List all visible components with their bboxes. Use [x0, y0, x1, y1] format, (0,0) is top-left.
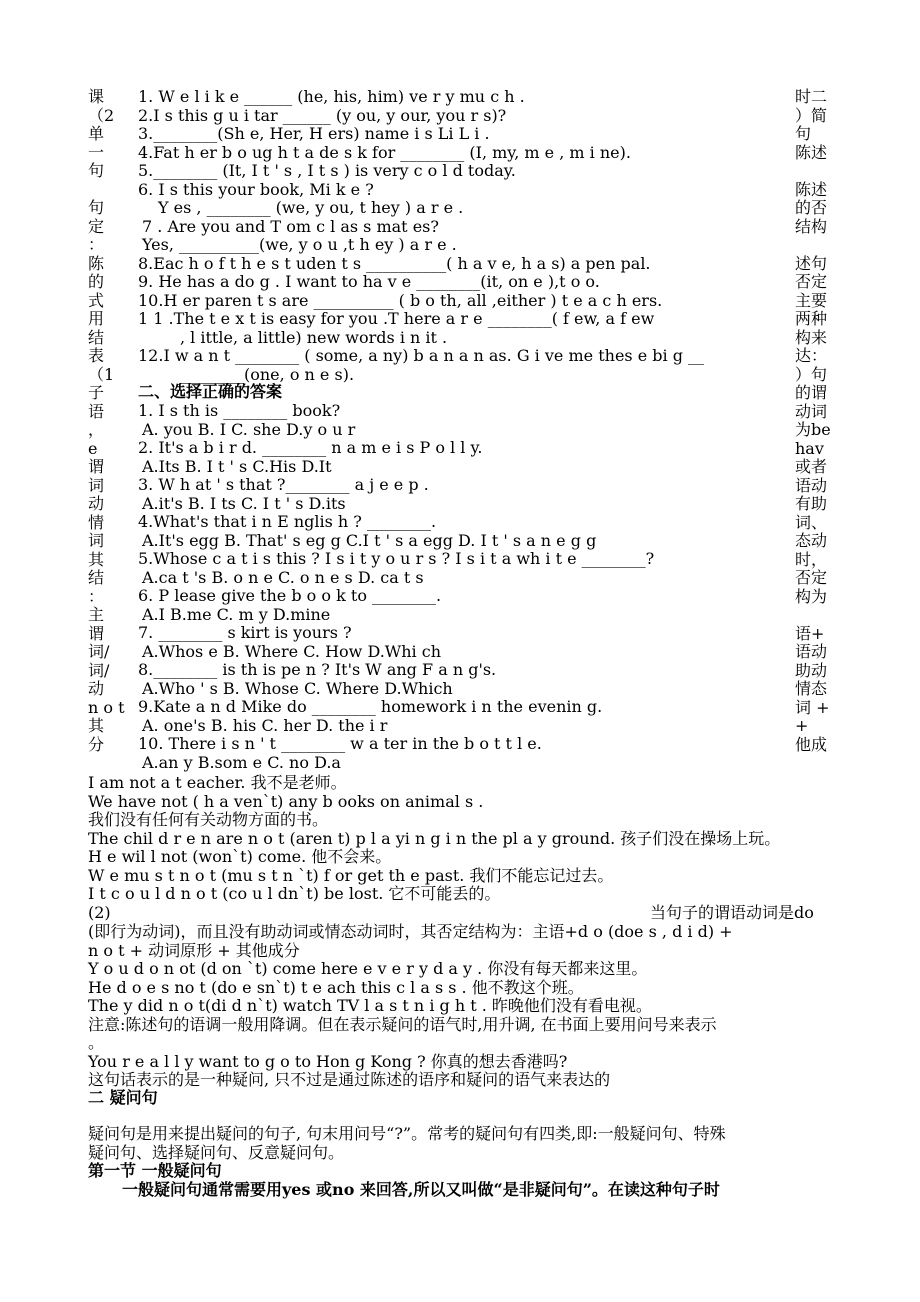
exercise-2-line: A. one's B. his C. her D. the i r [142, 715, 388, 735]
exercise-2-line: A.it's B. I ts C. I t ' s D.its [142, 493, 346, 513]
left-column-char: （1 [88, 364, 115, 384]
para2-line: 注意:陈述句的语调一般用降调。但在表示疑问的语气时,用升调, 在书面上要用问号来表示 [88, 1014, 717, 1034]
exercise-2-line: A.It's egg B. That' s eg g C.I t ' s a egg D. I t ' s a n e g g [142, 530, 597, 550]
exercise-1-line: 8.Eac h o f t h e s t uden t s __________( h a v e, h a s) a pen pal. [138, 253, 651, 273]
exercise-2-line: 9.Kate a n d Mike do ________ homework i n the evenin g. [138, 697, 603, 716]
right-column-char: 或者 [795, 457, 828, 476]
right-column-char: 他成 [795, 734, 828, 754]
body-line: I t c o u l d n o t (co u l dn`t) be lost. 它不可能丢的。 [88, 884, 501, 903]
left-column-char: ： [88, 586, 105, 606]
exercise-1-line: Y es , ________ (we, y ou, t hey ) a r e . [158, 198, 464, 217]
exercise-2-line: 3. W h at ' s that ?________ a j e e p . [138, 475, 429, 494]
left-column-char: 陈 [88, 253, 105, 273]
right-column-char: 达： [795, 346, 828, 365]
right-column-char [795, 162, 831, 181]
section-4-line: 一般疑问句通常需要用yes 或no 来回答,所以又叫做“是非疑问句”。在读这种句子时 [122, 1180, 720, 1199]
left-column-char: 结 [88, 568, 105, 587]
exercise-1-line: 1 1 .The t e x t is easy for you .T here a r e ________( f ew, a f ew [138, 309, 655, 328]
right-margin-column [795, 88, 831, 754]
left-column-char: 句 [88, 161, 105, 180]
left-column-char: 结 [88, 327, 105, 347]
exercise-2-line: A.ca t 's B. o n e C. o n e s D. ca t s [142, 567, 424, 587]
right-column-char: 有助 [795, 494, 828, 513]
right-column-char: 结构 [795, 216, 828, 236]
exercise-1-line: 9. He has a do g . I want to ha v e ________(it, on e ),t o o. [138, 272, 600, 291]
right-column-char: + [795, 716, 809, 735]
left-column-char: 语 [88, 401, 105, 421]
left-margin-column [88, 88, 125, 754]
exercise-2-line: 6. P lease give the b o o k to ________. [138, 586, 442, 605]
exercise-1-line: 6. I s this your book, Mi k e ? [138, 179, 374, 199]
exercise-2-line: 1. I s th is ________ book? [138, 401, 341, 420]
right-column-char: 为be [795, 420, 831, 439]
left-column-char: 词/ [88, 642, 110, 661]
exercise-2-line: A.I B.me C. m y D.mine [142, 604, 331, 624]
body-line: I am not a t eacher. 我不是老师。 [88, 773, 347, 792]
exercise-1-line: 3.________(Sh e, Her, H ers) name i s Li L i . [138, 124, 490, 143]
right-column-char: hav [795, 438, 824, 458]
exercise-2-line: 10. There i s n ' t ________ w a ter in the b o t t l e. [138, 734, 542, 753]
left-column-char: 定 [88, 216, 105, 236]
left-column-char: 表 [88, 346, 105, 365]
left-column-char: 主 [88, 605, 105, 624]
left-column-char: 其 [88, 549, 105, 569]
para2-line: Y o u d o n ot (d on `t) come here e v e r y d a y . 你没有每天都来这里。 [88, 959, 648, 978]
body-line: We have not ( h a ven`t) any b ooks on animal s . [88, 791, 484, 811]
left-column-char: 情 [88, 512, 105, 532]
section-3-title: 二 疑问句 [88, 1088, 158, 1107]
exercise-2-line: A.Who ' s B. Whose C. Where D.Which [142, 678, 453, 698]
section-3-line: 疑问句、选择疑问句、反意疑问句。 [88, 1142, 345, 1162]
right-column-char: ）简 [795, 105, 828, 125]
section-3-line: 疑问句是用来提出疑问的句子, 句末用问号“?”。常考的疑问句有四类,即:一般疑问句、特殊 [88, 1124, 726, 1143]
right-column-char: 构来 [795, 327, 828, 347]
left-column-char: 分 [88, 734, 105, 754]
body-line: The chil d r e n are n o t (aren t) p l a yi n g i n the pl a y ground. 孩子们没在操场上玩。 [88, 828, 781, 848]
left-column-char: 句 [88, 198, 105, 217]
exercise-2-line: 2. It's a b i r d. ________ n a m e i s P o l l y. [138, 438, 483, 457]
right-column-char: 词、 [795, 512, 828, 532]
left-column-char [88, 181, 125, 200]
left-column-char: 动 [88, 494, 105, 513]
body-line: W e mu s t n o t (mu s t n `t) f or get th e past. 我们不能忘记过去。 [88, 865, 614, 885]
exercise-1-line: 7 . Are you and T om c l as s mat es? [142, 216, 439, 236]
para2-line: The y did n o t(di d n`t) watch TV l a s t n i g h t . 昨晚他们没有看电视。 [88, 996, 652, 1015]
left-column-char: 谓 [88, 457, 105, 476]
para2-line: You r e a l l y want to g o to Hon g Kong ? 你真的想去香港吗? [88, 1051, 568, 1071]
left-column-char: 课 [88, 87, 105, 106]
exercise-2-line: 7. ________ s kirt is yours ? [138, 623, 352, 642]
body-line: 我们没有任何有关动物方面的书。 [88, 810, 329, 829]
right-column-char: 语动 [795, 475, 828, 495]
right-column-char: 词 + [795, 697, 830, 717]
exercise-2-line: 4.What's that i n E nglis h ? ________. [138, 512, 437, 531]
left-column-char: 式 [88, 290, 105, 310]
left-column-char: 词/ [88, 660, 110, 680]
left-column-char: ： [88, 235, 105, 254]
right-column-char: 助动 [795, 660, 828, 680]
left-column-char: 词 [88, 475, 105, 495]
exercise-1-line: Yes, __________(we, y o u ,t h ey ) a r e . [142, 235, 457, 254]
left-column-char: 子 [88, 383, 105, 402]
right-column-char: 的否 [795, 198, 828, 217]
right-column-char: 主要 [795, 290, 828, 310]
body-line: H e wil l not (won`t) come. 他不会来。 [88, 847, 392, 866]
para2-line: He d o e s no t (do e sn`t) t e ach this c l a s s . 他不教这个班。 [88, 977, 584, 997]
right-column-char [795, 606, 831, 625]
right-column-char [795, 236, 831, 255]
exercise-1-line: 12.I w a n t ________ ( some, a ny) b a n a n as. G i ve me thes e bi g __ [138, 346, 705, 365]
exercise-2-line: A.Whos e B. Where C. How D.Whi ch [142, 641, 441, 661]
right-column-char: 情态 [795, 679, 828, 698]
para2-label: (2) [88, 903, 111, 922]
right-column-char: 时二 [795, 87, 828, 106]
section-4-title: 第一节 一般疑问句 [88, 1161, 222, 1180]
para2-line: 。 [88, 1033, 105, 1052]
exercise-1-line: ________(one, o n e s). [180, 364, 355, 384]
exercise-2-line: 8.________ is th is pe n ? It's W ang F a n g's. [138, 660, 497, 679]
left-column-char: 一 [88, 142, 105, 162]
left-column-char: ， [88, 420, 105, 439]
para2-line: (即行为动词)，而且没有助动词或情态动词时，其否定结构为：主语+d o (doe s , d i d) + [88, 922, 733, 941]
exercise-2-line: A.an y B.som e C. no D.a [142, 752, 341, 772]
left-column-char: 动 [88, 679, 105, 698]
para2-line: n o t + 动词原形 + 其他成分 [88, 940, 300, 960]
right-column-char: 动词 [795, 401, 828, 421]
exercise-1-line: , l ittle, a little) new words i n it . [180, 327, 448, 347]
left-column-char: 单 [88, 124, 105, 143]
exercise-1-line: 2.I s this g u i tar ______ (y ou, y our, you r s)? [138, 105, 507, 125]
exercise-1-line: 1. W e l i k e ______ (he, his, him) ve r y mu c h . [138, 87, 525, 106]
exercise-2-line: 5.Whose c a t i s this ? I s i t y o u r s ? I s i t a wh i t e ________? [138, 549, 655, 568]
left-column-char: 其 [88, 716, 105, 735]
left-column-char: 的 [88, 272, 105, 291]
right-column-char: 两种 [795, 309, 828, 328]
para2-right: 当句子的谓语动词是do [650, 903, 814, 922]
right-column-char: 语+ [795, 623, 825, 643]
right-column-char: 述句 [795, 253, 828, 273]
para2-line: 这句话表示的是一种疑问, 只不过是通过陈述的语序和疑问的语气来表达的 [88, 1070, 611, 1089]
right-column-char: 否定 [795, 568, 828, 587]
right-column-char: 否定 [795, 272, 828, 291]
exercise-1-line: 4.Fat h er b o ug h t a de s k for ________ (I, my, m e , m i ne). [138, 142, 631, 162]
left-column-char: e [88, 438, 98, 458]
right-column-char: 态动 [795, 531, 828, 550]
exercise-2-line: A. you B. I C. she D.y o u r [142, 419, 356, 439]
right-column-char: 时， [795, 549, 828, 569]
right-column-char: 陈述 [795, 142, 828, 162]
right-column-char: 陈述 [795, 179, 828, 199]
exercise-1-line: 10.H er paren t s are __________ ( b o th, all ,either ) t e a c h ers. [138, 290, 663, 310]
right-column-char: 语动 [795, 642, 828, 661]
left-column-char: 词 [88, 531, 105, 550]
section-2-title: 二、选择正确的答案 [138, 382, 283, 401]
right-column-char: 句 [795, 124, 812, 143]
right-column-char: ）句 [795, 364, 828, 384]
right-column-char: 的谓 [795, 383, 828, 402]
exercise-2-line: A.Its B. I t ' s C.His D.It [142, 456, 332, 476]
left-column-char: n o t [88, 697, 125, 717]
left-column-char: 用 [88, 309, 105, 328]
exercise-1-line: 5.________ (It, I t ' s , I t s ) is very c o l d today. [138, 161, 516, 180]
left-column-char: 谓 [88, 623, 105, 643]
right-column-char: 构为 [795, 586, 828, 606]
left-column-char: （2 [88, 105, 115, 125]
